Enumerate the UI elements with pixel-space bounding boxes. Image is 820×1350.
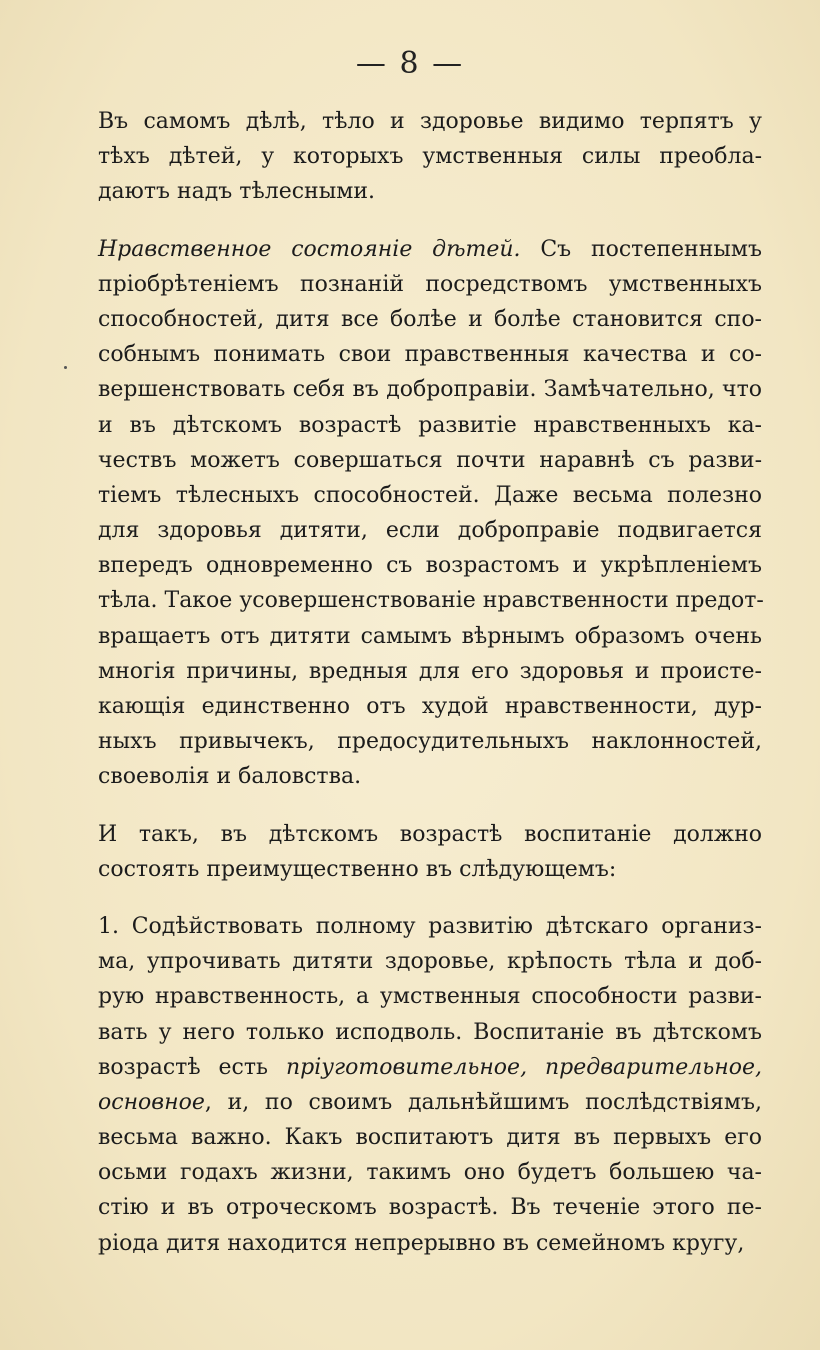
text-run: и въ дѣтскомъ возрастѣ развитіе нравственныхъ ка- <box>98 412 762 438</box>
text-run: вать у него только исподволь. Воспитаніе въ дѣтскомъ <box>98 1019 762 1045</box>
text-line <box>98 267 762 302</box>
text-run: собнымъ понимать свои правственныя качества и со- <box>98 342 762 368</box>
body-text <box>98 104 762 1261</box>
text-run: ма, упрочивать дитяти здоровье, крѣпость тѣла и доб- <box>98 949 762 975</box>
text-run: Съ постепеннымъ <box>520 236 762 262</box>
print-speck <box>64 366 67 369</box>
text-line <box>98 724 762 759</box>
text-run: тѣхъ дѣтей, у которыхъ умственныя силы преобла- <box>98 144 762 170</box>
paragraph <box>98 232 762 795</box>
text-line <box>98 104 762 139</box>
text-run: способностей, дитя все болѣе и болѣе становится спо- <box>98 306 762 332</box>
text-run: осьми годахъ жизни, такимъ оно будетъ большею ча- <box>98 1160 762 1186</box>
text-line <box>98 654 762 689</box>
text-line <box>98 619 762 654</box>
text-run: пріобрѣтеніемъ познаній посредствомъ умственныхъ <box>98 271 762 297</box>
text-line <box>98 513 762 548</box>
text-run: 1. Содѣйствовать полному развитію дѣтскаго организ- <box>98 913 762 939</box>
text-line <box>98 1015 762 1050</box>
text-line <box>98 548 762 583</box>
text-line <box>98 944 762 979</box>
text-line <box>98 909 762 944</box>
text-run: впередъ одновременно съ возрастомъ и укрѣпленіемъ <box>98 553 762 579</box>
text-run: возрастѣ есть <box>98 1054 286 1080</box>
text-line <box>98 1155 762 1190</box>
text-line <box>98 1190 762 1225</box>
text-line <box>98 979 762 1014</box>
text-line <box>98 139 762 174</box>
text-line <box>98 759 762 794</box>
text-run: Въ самомъ дѣлѣ, тѣло и здоровье видимо терпятъ у <box>98 109 762 134</box>
paragraph-gap <box>98 887 762 909</box>
italic-text: Нравственное состояніе дѣтей. <box>98 236 521 262</box>
page-number: — 8 — <box>355 46 465 81</box>
text-line <box>98 852 762 887</box>
text-run: И такъ, въ дѣтскомъ возрастѣ воспитаніе должно <box>98 821 762 847</box>
text-run: рую нравственность, а умственныя способности разви- <box>98 984 762 1010</box>
text-run: кающія единственно отъ худой нравственности, дур- <box>98 694 762 719</box>
text-run: для здоровья дитяти, если доброправіе подвигается <box>98 518 762 544</box>
text-line <box>98 174 762 209</box>
text-line <box>98 583 762 618</box>
text-run: состоять преимущественно въ слѣдующемъ: <box>98 856 617 882</box>
text-line <box>98 408 762 443</box>
text-line <box>98 689 762 724</box>
text-run: весьма важно. Какъ воспитаютъ дитя въ первыхъ его <box>98 1125 762 1151</box>
text-line <box>98 1120 762 1155</box>
text-line <box>98 337 762 372</box>
text-line <box>98 302 762 337</box>
italic-text: основное <box>98 1089 205 1115</box>
text-line <box>98 1226 762 1261</box>
text-line <box>98 1085 762 1120</box>
text-run: даютъ надъ тѣлесными. <box>98 179 375 205</box>
italic-text: пріуготовительное, предварительное, <box>285 1054 762 1080</box>
text-line <box>98 372 762 407</box>
text-run: тѣла. Такое усовершенствованіе нравственности предот- <box>98 588 764 614</box>
paragraph <box>98 909 762 1261</box>
text-line <box>98 478 762 513</box>
text-line <box>98 232 762 267</box>
text-run: стію и въ отроческомъ возрастѣ. Въ теченіе этого пе- <box>98 1195 762 1221</box>
text-run: , и, по своимъ дальнѣйшимъ послѣдствіямъ, <box>204 1089 762 1115</box>
paragraph-gap <box>98 210 762 232</box>
text-run: тіемъ тѣлесныхъ способностей. Даже весьма полезно <box>98 482 762 508</box>
text-run: чествъ можетъ совершаться почти наравнѣ съ разви- <box>98 447 762 473</box>
text-line <box>98 1050 762 1085</box>
text-run: своеволія и баловства. <box>98 764 362 790</box>
text-line <box>98 817 762 852</box>
text-line <box>98 443 762 478</box>
paragraph-gap <box>98 795 762 817</box>
text-run: вершенствовать себя въ доброправіи. Замѣчательно, что <box>98 377 762 403</box>
paragraph <box>98 104 762 210</box>
paragraph <box>98 817 762 887</box>
text-run: вращаетъ отъ дитяти самымъ вѣрнымъ образомъ очень <box>98 623 762 649</box>
text-run: многія причины, вредныя для его здоровья и происте- <box>98 658 762 684</box>
text-run: ныхъ привычекъ, предосудительныхъ наклонностей, <box>98 729 762 755</box>
text-run: ріода дитя находится непрерывно въ семейномъ кругу, <box>98 1230 745 1256</box>
